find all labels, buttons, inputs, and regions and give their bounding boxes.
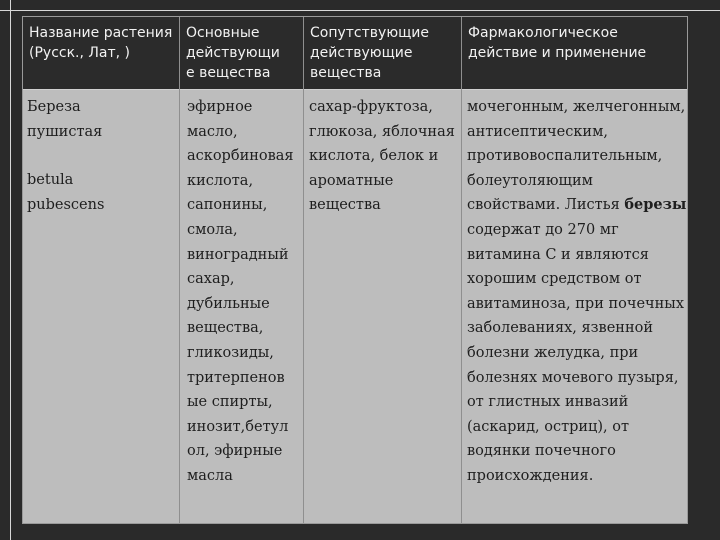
- plant-name-lat-line: betula: [27, 172, 74, 189]
- header-main-substances: Основные действующи е вещества: [186, 25, 280, 81]
- action-line: болезни желудка, при: [467, 344, 639, 361]
- action-line: (аскарид, остриц), от: [467, 418, 629, 435]
- cell-pharmacological-action: [467, 95, 685, 489]
- main-substance-line: виноградный: [187, 246, 289, 263]
- main-substance-line: дубильные: [187, 295, 270, 312]
- header-pharmacological-action: Фармакологическое действие и применение: [468, 25, 647, 61]
- accompanying-line: вещества: [309, 197, 381, 214]
- column-divider: [179, 17, 180, 523]
- accompanying-line: кислота, белок и: [309, 148, 439, 165]
- action-text: свойствами. Листья: [467, 197, 625, 214]
- table-header: [23, 17, 687, 90]
- plant-name-ru-line: Береза: [27, 99, 81, 115]
- action-line: авитаминоза, при почечных: [467, 295, 684, 312]
- cell-plant-name: [27, 95, 175, 217]
- header-plant-name: Название растения (Русск., Лат, ): [29, 25, 173, 61]
- main-substance-line: вещества,: [187, 320, 264, 337]
- action-line: [467, 193, 685, 218]
- action-line: антисептическим,: [467, 123, 608, 140]
- cell-main-substances: [187, 95, 295, 489]
- plant-name-ru-line: пушистая: [27, 123, 103, 140]
- main-substance-line: эфирное: [187, 99, 253, 115]
- action-line: хорошим средством от: [467, 271, 642, 288]
- main-substance-line: кислота,: [187, 172, 254, 189]
- main-substance-line: сахар,: [187, 271, 235, 288]
- accompanying-line: сахар-фруктоза,: [309, 99, 433, 115]
- header-accompanying-substances: Сопутствующие действующие вещества: [310, 25, 430, 81]
- main-substance-line: инозит,бетул: [187, 418, 289, 435]
- action-line: заболеваниях, язвенной: [467, 320, 654, 337]
- main-substance-line: смола,: [187, 221, 238, 238]
- action-line: болеутоляющим: [467, 172, 593, 189]
- main-substance-line: гликозиды,: [187, 344, 274, 361]
- action-line: болезнях мочевого пузыря,: [467, 369, 679, 386]
- frame-line-left: [10, 0, 11, 540]
- action-line: витамина С и являются: [467, 246, 649, 263]
- cell-accompanying-substances: [309, 95, 459, 218]
- frame-line-top: [0, 10, 720, 11]
- main-substance-line: масла: [187, 467, 233, 484]
- action-line: содержат до 270 мг: [467, 221, 619, 238]
- column-divider: [461, 17, 462, 523]
- main-substance-line: масло,: [187, 123, 238, 140]
- main-substance-line: тритерпенов: [187, 369, 285, 386]
- action-line: водянки почечного: [467, 443, 616, 460]
- main-substance-line: сапонины,: [187, 197, 268, 214]
- action-line: от глистных инвазий: [467, 394, 629, 411]
- main-substance-line: ол, эфирные: [187, 443, 283, 460]
- plant-name-lat-line: pubescens: [27, 196, 105, 213]
- plant-table: [22, 16, 688, 524]
- main-substance-line: аскорбиновая: [187, 148, 294, 165]
- action-line: происхождения.: [467, 467, 594, 484]
- accompanying-line: глюкоза, яблочная: [309, 123, 455, 140]
- action-line: противовоспалительным,: [467, 148, 663, 165]
- column-divider: [303, 17, 304, 523]
- accompanying-line: ароматные: [309, 172, 394, 189]
- action-bold-word: березы: [624, 196, 687, 214]
- main-substance-line: ые спирты,: [187, 394, 273, 411]
- action-line: мочегонным, желчегонным,: [467, 99, 686, 115]
